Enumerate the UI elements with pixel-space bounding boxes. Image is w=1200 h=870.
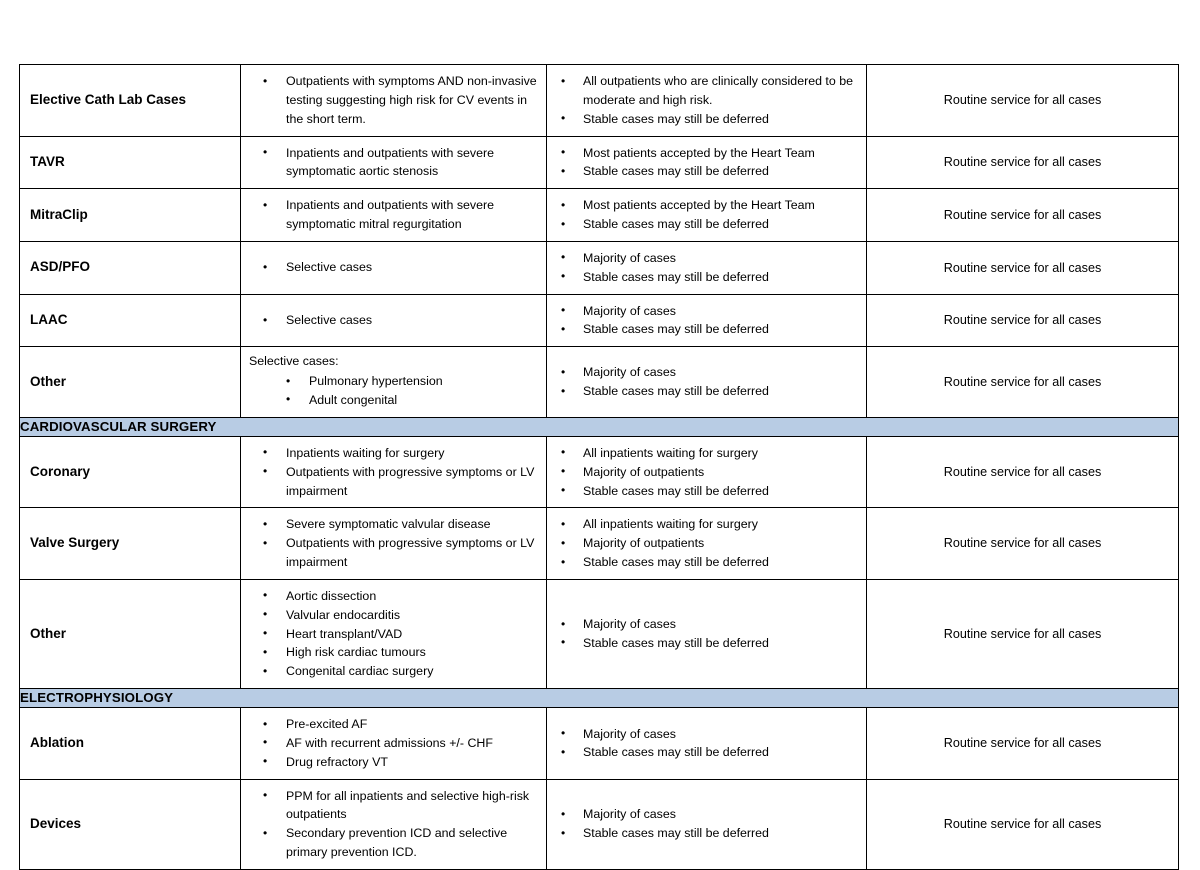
bullet-item: • Adult congenital — [253, 391, 538, 410]
bullet-item: • Majority of cases — [557, 805, 858, 824]
bullet-item: • Secondary prevention ICD and selective primary prevention ICD. — [253, 824, 538, 862]
bullet-list — [241, 137, 546, 189]
bullet-list — [241, 371, 546, 417]
criteria-cell — [241, 708, 547, 780]
table-row — [20, 347, 1179, 418]
service-name-cell — [20, 189, 241, 242]
service-level-cell — [867, 241, 1179, 294]
service-name: Elective Cath Lab Cases — [30, 91, 187, 107]
table-row — [20, 189, 1179, 242]
bullet-list — [547, 189, 866, 241]
bullet-item: • Stable cases may still be deferred — [557, 634, 858, 653]
bullet-item: • Stable cases may still be deferred — [557, 110, 858, 129]
service-level-text: Routine service for all cases — [943, 313, 1102, 328]
bullet-item: • Heart transplant/VAD — [253, 625, 538, 644]
criteria-cell — [241, 779, 547, 869]
bullet-list — [241, 304, 546, 337]
bullet-item: • Pre-excited AF — [253, 715, 538, 734]
bullet-item: • Stable cases may still be deferred — [557, 743, 858, 762]
service-name-cell — [20, 241, 241, 294]
section-title: CARDIOVASCULAR SURGERY — [20, 418, 217, 434]
bullet-item: • Inpatients and outpatients with severe symptomatic mitral regurgitation — [253, 196, 538, 234]
capacity-cell — [547, 65, 867, 137]
section-band — [20, 689, 1179, 708]
service-name-cell — [20, 779, 241, 869]
service-name-cell — [20, 65, 241, 137]
service-level-cell — [867, 294, 1179, 347]
service-level-cell — [867, 65, 1179, 137]
bullet-item: • Most patients accepted by the Heart Team — [557, 144, 858, 163]
bullet-list — [241, 708, 546, 779]
bullet-item: • Stable cases may still be deferred — [557, 482, 858, 501]
bullet-item: • Valvular endocarditis — [253, 606, 538, 625]
capacity-cell — [547, 779, 867, 869]
service-level-cell — [867, 579, 1179, 688]
service-level-cell — [867, 779, 1179, 869]
criteria-cell — [241, 436, 547, 508]
bullet-item: • Stable cases may still be deferred — [557, 824, 858, 843]
section-band — [20, 417, 1179, 436]
service-level-text: Routine service for all cases — [943, 817, 1102, 832]
bullet-list — [547, 242, 866, 294]
service-name-cell — [20, 294, 241, 347]
bullet-item: • Pulmonary hypertension — [253, 372, 538, 391]
service-level-text: Routine service for all cases — [943, 736, 1102, 751]
bullet-list — [241, 251, 546, 284]
service-level-cell — [867, 508, 1179, 580]
bullet-item: • Stable cases may still be deferred — [557, 162, 858, 181]
service-level-text: Routine service for all cases — [943, 374, 1102, 389]
capacity-cell — [547, 579, 867, 688]
bullet-item: • Stable cases may still be deferred — [557, 382, 858, 401]
bullet-item: • High risk cardiac tumours — [253, 643, 538, 662]
bullet-item: • Outpatients with progressive symptoms or LV impairment — [253, 534, 538, 572]
bullet-list — [241, 580, 546, 688]
service-level-text: Routine service for all cases — [943, 260, 1102, 275]
service-level-cell — [867, 189, 1179, 242]
service-level-text: Routine service for all cases — [943, 93, 1102, 108]
service-name: Other — [30, 373, 67, 389]
bullet-list — [547, 508, 866, 579]
service-level-text: Routine service for all cases — [943, 155, 1102, 170]
service-name: Devices — [30, 815, 82, 831]
capacity-cell — [547, 436, 867, 508]
criteria-cell — [241, 294, 547, 347]
bullet-list — [241, 780, 546, 869]
service-name: LAAC — [30, 312, 68, 327]
service-level-cell — [867, 436, 1179, 508]
bullet-list — [241, 437, 546, 508]
capacity-cell — [547, 189, 867, 242]
section-header-row — [20, 417, 1179, 436]
bullet-item: • Outpatients with progressive symptoms or LV impairment — [253, 463, 538, 501]
capacity-cell — [547, 508, 867, 580]
bullet-item: • Aortic dissection — [253, 587, 538, 606]
capacity-cell — [547, 294, 867, 347]
criteria-cell — [241, 579, 547, 688]
bullet-list — [241, 65, 546, 136]
bullet-item: • Majority of cases — [557, 725, 858, 744]
bullet-item: • Stable cases may still be deferred — [557, 268, 858, 287]
table-body — [20, 65, 1179, 870]
service-prioritisation-document — [19, 64, 1178, 870]
section-title: ELECTROPHYSIOLOGY — [20, 690, 174, 706]
table-row — [20, 65, 1179, 137]
criteria-cell — [241, 241, 547, 294]
section-header-row — [20, 689, 1179, 708]
table-row — [20, 579, 1179, 688]
service-level-text: Routine service for all cases — [943, 536, 1102, 551]
table-row — [20, 241, 1179, 294]
table-row — [20, 779, 1179, 869]
bullet-item: • Majority of cases — [557, 302, 858, 321]
bullet-item: • All outpatients who are clinically considered to be moderate and high risk. — [557, 72, 858, 110]
service-name-cell — [20, 579, 241, 688]
table-row — [20, 708, 1179, 780]
criteria-cell — [241, 189, 547, 242]
service-name-cell — [20, 708, 241, 780]
criteria-cell — [241, 136, 547, 189]
service-name-cell — [20, 436, 241, 508]
bullet-list — [241, 189, 546, 241]
bullet-list — [547, 798, 866, 850]
table-row — [20, 436, 1179, 508]
service-name: TAVR — [30, 153, 65, 169]
service-name: Ablation — [30, 734, 84, 750]
service-level-cell — [867, 136, 1179, 189]
bullet-item: • Stable cases may still be deferred — [557, 553, 858, 572]
bullet-item: • Inpatients waiting for surgery — [253, 444, 538, 463]
table-row — [20, 508, 1179, 580]
service-level-text: Routine service for all cases — [943, 626, 1102, 641]
table-row — [20, 294, 1179, 347]
capacity-cell — [547, 136, 867, 189]
criteria-cell — [241, 65, 547, 137]
bullet-list — [547, 295, 866, 347]
bullet-item: • Outpatients with symptoms AND non-invasive testing suggesting high risk for CV events in the short term. — [253, 72, 538, 129]
criteria-lead-in: Selective cases: — [249, 354, 339, 369]
service-name: ASD/PFO — [30, 259, 91, 275]
service-level-cell — [867, 708, 1179, 780]
bullet-list — [547, 65, 866, 136]
service-name: Valve Surgery — [30, 535, 120, 551]
service-level-text: Routine service for all cases — [943, 464, 1102, 479]
bullet-item: • Inpatients and outpatients with severe symptomatic aortic stenosis — [253, 144, 538, 182]
bullet-item: • Selective cases — [253, 258, 538, 277]
service-name: Coronary — [30, 463, 91, 479]
bullet-list — [241, 508, 546, 579]
bullet-item: • Stable cases may still be deferred — [557, 320, 858, 339]
bullet-item: • All inpatients waiting for surgery — [557, 515, 858, 534]
bullet-list — [547, 137, 866, 189]
bullet-list — [547, 608, 866, 660]
service-name-cell — [20, 347, 241, 418]
bullet-item: • PPM for all inpatients and selective high-risk outpatients — [253, 787, 538, 825]
bullet-item: • Majority of outpatients — [557, 463, 858, 482]
bullet-list — [547, 437, 866, 508]
bullet-item: • Severe symptomatic valvular disease — [253, 515, 538, 534]
bullet-item: • Selective cases — [253, 311, 538, 330]
capacity-cell — [547, 708, 867, 780]
service-name-cell — [20, 508, 241, 580]
bullet-item: • AF with recurrent admissions +/- CHF — [253, 734, 538, 753]
service-name-cell — [20, 136, 241, 189]
service-name: MitraClip — [30, 206, 88, 222]
bullet-item: • Most patients accepted by the Heart Team — [557, 196, 858, 215]
bullet-item: • Majority of cases — [557, 249, 858, 268]
bullet-item: • Majority of outpatients — [557, 534, 858, 553]
capacity-cell — [547, 241, 867, 294]
bullet-item: • All inpatients waiting for surgery — [557, 444, 858, 463]
service-level-text: Routine service for all cases — [943, 207, 1102, 222]
bullet-item: • Congenital cardiac surgery — [253, 662, 538, 681]
criteria-cell — [241, 508, 547, 580]
table-row — [20, 136, 1179, 189]
bullet-item: • Majority of cases — [557, 615, 858, 634]
criteria-cell — [241, 347, 547, 418]
bullet-list — [547, 356, 866, 408]
service-level-cell — [867, 347, 1179, 418]
service-prioritisation-table — [19, 64, 1179, 870]
service-name: Other — [30, 625, 67, 641]
bullet-item: • Stable cases may still be deferred — [557, 215, 858, 234]
capacity-cell — [547, 347, 867, 418]
bullet-item: • Drug refractory VT — [253, 753, 538, 772]
bullet-item: • Majority of cases — [557, 363, 858, 382]
bullet-list — [547, 718, 866, 770]
